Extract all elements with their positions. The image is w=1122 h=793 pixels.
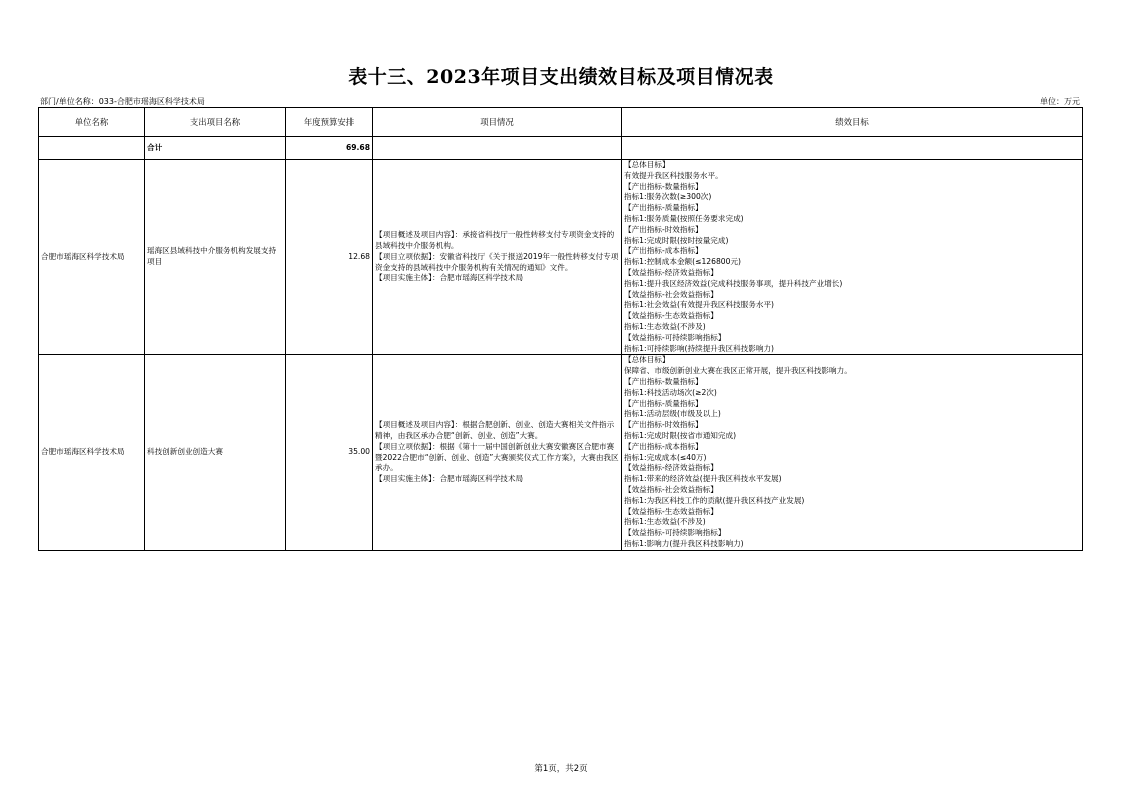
situation-line: 【项目立项依据】：安徽省科技厅《关于报送2019年一般性转移支付专项资金支持的县域科技中介服务机构有关情况的通知》文件。	[375, 251, 619, 272]
situation-line: 【项目概述及项目内容】：根据合肥创新、创业、创造大赛相关文件指示精神，由我区承办合肥“创新、创业、创造”大赛。	[375, 420, 615, 440]
performance-line: 【效益指标-生态效益指标】	[624, 506, 718, 516]
header-performance: 绩效目标	[622, 108, 1083, 137]
row-performance	[622, 160, 1083, 355]
table-row	[39, 355, 1083, 550]
performance-line: 保障省、市级创新创业大赛在我区正常开展，提升我区科技影响力。	[624, 366, 852, 376]
performance-line: 指标1:生态效益(不涉及)	[624, 321, 706, 331]
performance-line: 指标1:带来的经济效益(提升我区科技水平发展)	[624, 474, 782, 484]
performance-line: 【效益指标-社会效益指标】	[624, 484, 718, 494]
total-label: 合计	[145, 137, 286, 160]
department-label: 部门/单位名称：033-合肥市瑶海区科学技术局	[40, 97, 205, 106]
performance-line: 指标1:为我区科技工作的贡献(提升我区科技产业发展)	[624, 495, 805, 505]
performance-line: 指标1:服务次数(≥300次)	[624, 192, 712, 202]
performance-line: 指标1:完成成本(≤40万)	[624, 452, 707, 462]
performance-line: 【效益指标-经济效益指标】	[624, 267, 718, 277]
performance-line: 【产出指标-时效指标】	[624, 224, 703, 234]
page-footer: 第1页，共2页	[534, 764, 588, 774]
total-empty-cell	[622, 137, 1083, 160]
header-row	[39, 108, 1083, 137]
performance-line: 【产出指标-数量指标】	[624, 181, 703, 191]
performance-line: 指标1:完成时限(按省市通知完成)	[624, 430, 737, 440]
performance-line: 指标1:服务质量(按照任务要求完成)	[624, 213, 744, 223]
total-empty-cell	[39, 137, 145, 160]
performance-line: 指标1:科技活动场次(≥2次)	[624, 387, 717, 397]
situation-line: 【项目立项依据】：根据《第十一届中国创新创业大赛安徽赛区合肥市赛暨2022合肥市“创新、创业、创造”大赛颁奖仪式工作方案》，大赛由我区承办。	[375, 441, 619, 473]
performance-line: 指标1:提升我区经济效益(完成科技服务事项，提升科技产业增长)	[624, 278, 843, 288]
performance-line: 【产出指标-成本指标】	[624, 441, 703, 451]
performance-line: 【总体目标】	[624, 355, 670, 365]
situation-line: 【项目实施主体】：合肥市瑶海区科学技术局	[375, 474, 524, 484]
performance-line: 指标1:活动层级(市级及以上)	[624, 409, 721, 419]
performance-line: 【产出指标-时效指标】	[624, 420, 703, 430]
page-title: 表十三、2023年项目支出绩效目标及项目情况表	[348, 66, 774, 88]
header-project: 支出项目名称	[145, 108, 286, 137]
performance-line: 指标1:可持续影响(持续提升我区科技影响力)	[624, 343, 775, 353]
performance-line: 指标1:完成时限(按时按量完成)	[624, 235, 729, 245]
performance-line: 指标1:生态效益(不涉及)	[624, 517, 706, 527]
performance-table	[38, 107, 1083, 551]
header-unit: 单位名称	[39, 108, 145, 137]
header-budget: 年度预算安排	[286, 108, 373, 137]
total-row	[39, 137, 1083, 160]
header-situation: 项目情况	[373, 108, 622, 137]
performance-line: 【产出指标-质量指标】	[624, 203, 703, 213]
performance-line: 指标1:影响力(提升我区科技影响力)	[624, 538, 744, 548]
row-unit: 合肥市瑶海区科学技术局	[39, 355, 145, 550]
performance-line: 指标1:控制成本金额(≤126800元)	[624, 257, 742, 267]
performance-line: 指标1:社会效益(有效提升我区科技服务水平)	[624, 300, 775, 310]
row-amount: 12.68	[286, 160, 373, 355]
situation-line: 【项目实施主体】：合肥市瑶海区科学技术局	[375, 273, 524, 283]
total-empty-cell	[373, 137, 622, 160]
performance-line: 【效益指标-经济效益指标】	[624, 463, 718, 473]
performance-line: 有效提升我区科技服务水平。	[624, 170, 723, 180]
row-project: 科技创新创业创造大赛	[145, 355, 286, 550]
situation-line: 【项目概述及项目内容】：承接省科技厅一般性转移支付专项资金支持的县域科技中介服务机构。	[375, 230, 615, 250]
row-amount: 35.00	[286, 355, 373, 550]
row-situation	[373, 160, 622, 355]
performance-line: 【产出指标-数量指标】	[624, 376, 703, 386]
performance-line: 【效益指标-可持续影响指标】	[624, 528, 726, 538]
row-project: 瑶海区县域科技中介服务机构发展支持项目	[145, 160, 286, 355]
table-row	[39, 160, 1083, 355]
total-amount: 69.68	[286, 137, 373, 160]
performance-line: 【总体目标】	[624, 160, 670, 169]
row-performance	[622, 355, 1083, 550]
performance-line: 【效益指标-生态效益指标】	[624, 311, 718, 321]
row-unit: 合肥市瑶海区科学技术局	[39, 160, 145, 355]
unit-label: 单位：万元	[1040, 97, 1080, 106]
performance-line: 【产出指标-成本指标】	[624, 246, 703, 256]
row-situation	[373, 355, 622, 550]
performance-line: 【效益指标-可持续影响指标】	[624, 332, 726, 342]
performance-line: 【效益指标-社会效益指标】	[624, 289, 718, 299]
performance-line: 【产出指标-质量指标】	[624, 398, 703, 408]
